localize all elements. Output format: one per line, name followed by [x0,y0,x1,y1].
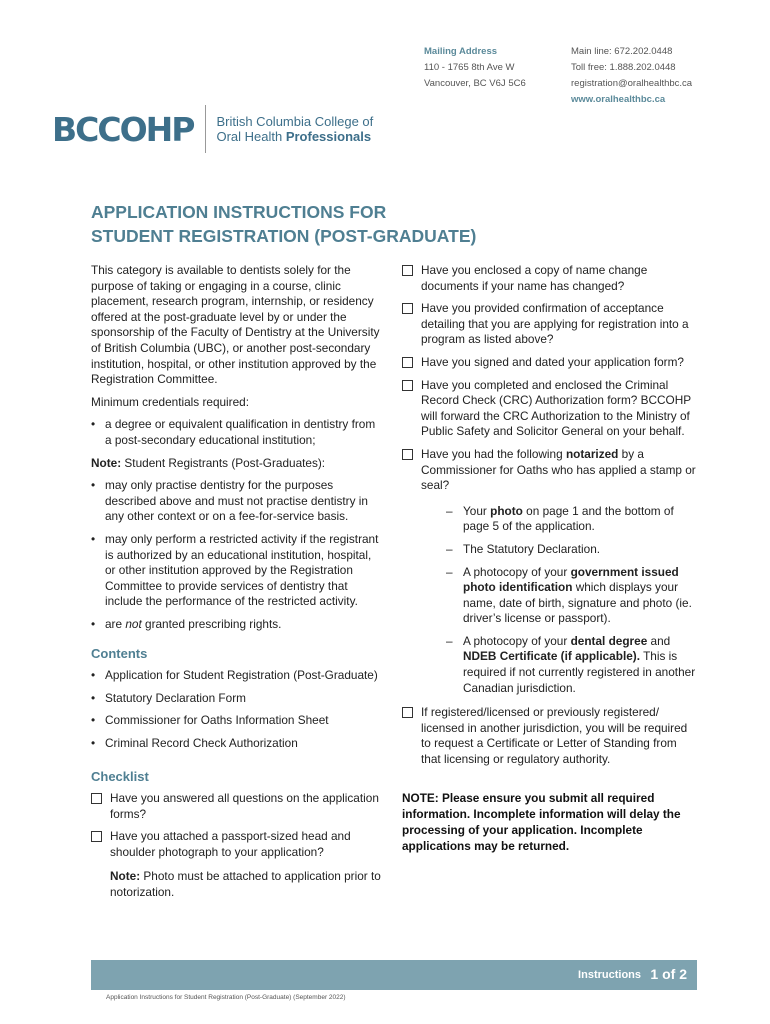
logo-text [216,114,373,144]
checklist-heading: Checklist [91,769,149,785]
contents-heading: Contents [91,646,148,662]
contents-item: • Commissioner for Oaths Information Sheet [91,713,384,729]
checklist-item: Have you had the following notarized by a Commissioner for Oaths who has applied a stamp or seal? [402,447,698,494]
checkbox[interactable] [402,265,413,276]
notarize-sub-item: – A photocopy of your dental degree and NDEB Certificate (if applicable). This is required if not currently registered in another Canadian jurisdiction. [446,634,698,696]
contents-item: • Statutory Declaration Form [91,691,384,707]
main-line: Main line: 672.202.0448 [571,46,673,57]
checklist-item: Have you answered all questions on the application forms? [91,791,384,822]
credential-bullet: • a degree or equivalent qualification in dentistry from a post-secondary educational institution; [91,417,384,448]
intro-paragraph: This category is available to dentists solely for the purpose of taking or engaging in a course, clinic placement, research program, internship, or residency offered at the post-graduate level by or under the sponsorship of the Faculty of Dentistry at the University of British Columbia (UBC), or another post-secondary institution, hospital, or other institution approved by the Registration Committee. [91,263,380,387]
checklist-item: If registered/licensed or previously registered/ licensed in another jurisdiction, you will be required to request a Certificate or Letter of Standing from that licensing or regulatory authority. [402,705,698,767]
checklist-item: Have you provided confirmation of acceptance detailing that you are applying for registration into a program as listed above? [402,301,698,348]
checklist-item: Have you completed and enclosed the Criminal Record Check (CRC) Authorization form? BCCOHP will forward the CRC Authorization to the Ministry of Public Safety and Solicitor General on your behalf. [402,378,698,440]
contact-block [571,44,692,108]
contents-item: • Criminal Record Check Authorization [91,736,384,752]
notarize-sub-item: – Your photo on page 1 and the bottom of page 5 of the application. [446,504,698,535]
address-line-2: Vancouver, BC V6J 5C6 [424,78,526,89]
logo [52,104,373,154]
checklist-item: Have you attached a passport-sized head and shoulder photograph to your application? [91,829,384,860]
logo-mark: BCCOHP [52,109,194,149]
checkbox[interactable] [402,380,413,391]
mailing-address-block [424,44,526,92]
checkbox[interactable] [402,303,413,314]
address-line-1: 110 - 1765 8th Ave W [424,62,515,73]
mailing-address-label: Mailing Address [424,46,498,57]
note-label: Note: [91,455,122,470]
title-line-1: APPLICATION INSTRUCTIONS FOR [91,202,387,222]
logo-line-2b: Professionals [285,129,372,144]
title-line-2: STUDENT REGISTRATION (POST-GRADUATE) [91,226,477,246]
footer-bar [91,960,697,990]
note-bullet-3: • are not granted prescribing rights. [91,617,384,633]
final-note: NOTE: Please ensure you submit all required information. Incomplete information will delay the processing of your application. Incomplete applications may be returned. [402,790,681,853]
email[interactable]: registration@oralhealthbc.ca [571,78,693,89]
right-column [402,263,698,854]
toll-free: Toll free: 1.888.202.0448 [571,62,676,73]
page-title [91,200,476,248]
notarize-sub-item: – The Statutory Declaration. [446,542,698,558]
contents-item: • Application for Student Registration (Post-Graduate) [91,668,384,684]
logo-divider [205,105,206,153]
logo-line-1: British Columbia College of [216,114,374,129]
checkbox[interactable] [91,793,102,804]
note-bullet-2: • may only perform a restricted activity if the registrant is authorized by an educational institution, hospital, or other institution approved by the Registration Committee to provide services of dentistry that include the performance of the restricted activity. [91,532,384,610]
notarize-sub-item: – A photocopy of your government issued photo identification which displays your name, date of birth, signature and photo (ie. driver’s license or passport). [446,565,698,627]
checkbox[interactable] [402,707,413,718]
checkbox[interactable] [402,357,413,368]
checklist-item: Have you enclosed a copy of name change documents if your name has changed? [402,263,698,294]
note-line [91,456,384,472]
website-link[interactable]: www.oralhealthbc.ca [571,94,666,105]
logo-line-2a: Oral Health [216,129,286,144]
left-column [91,263,384,901]
checkbox[interactable] [91,831,102,842]
checkbox[interactable] [402,449,413,460]
checklist-item: Have you signed and dated your application form? [402,355,698,371]
page-number: 1 of 2 [650,966,687,982]
min-credentials: Minimum credentials required: [91,394,250,409]
note-text: Student Registrants (Post-Graduates): [121,455,326,470]
footer-label: Instructions [578,969,641,981]
footer-doc-line: Application Instructions for Student Registration (Post-Graduate) (September 2022) [106,994,346,1001]
photo-note: Note: Photo must be attached to application prior to notorization. [110,869,381,899]
note-bullet-1: • may only practise dentistry for the purposes described above and must not practise dentistry in any other context or on a fee-for-service basis. [91,478,384,525]
